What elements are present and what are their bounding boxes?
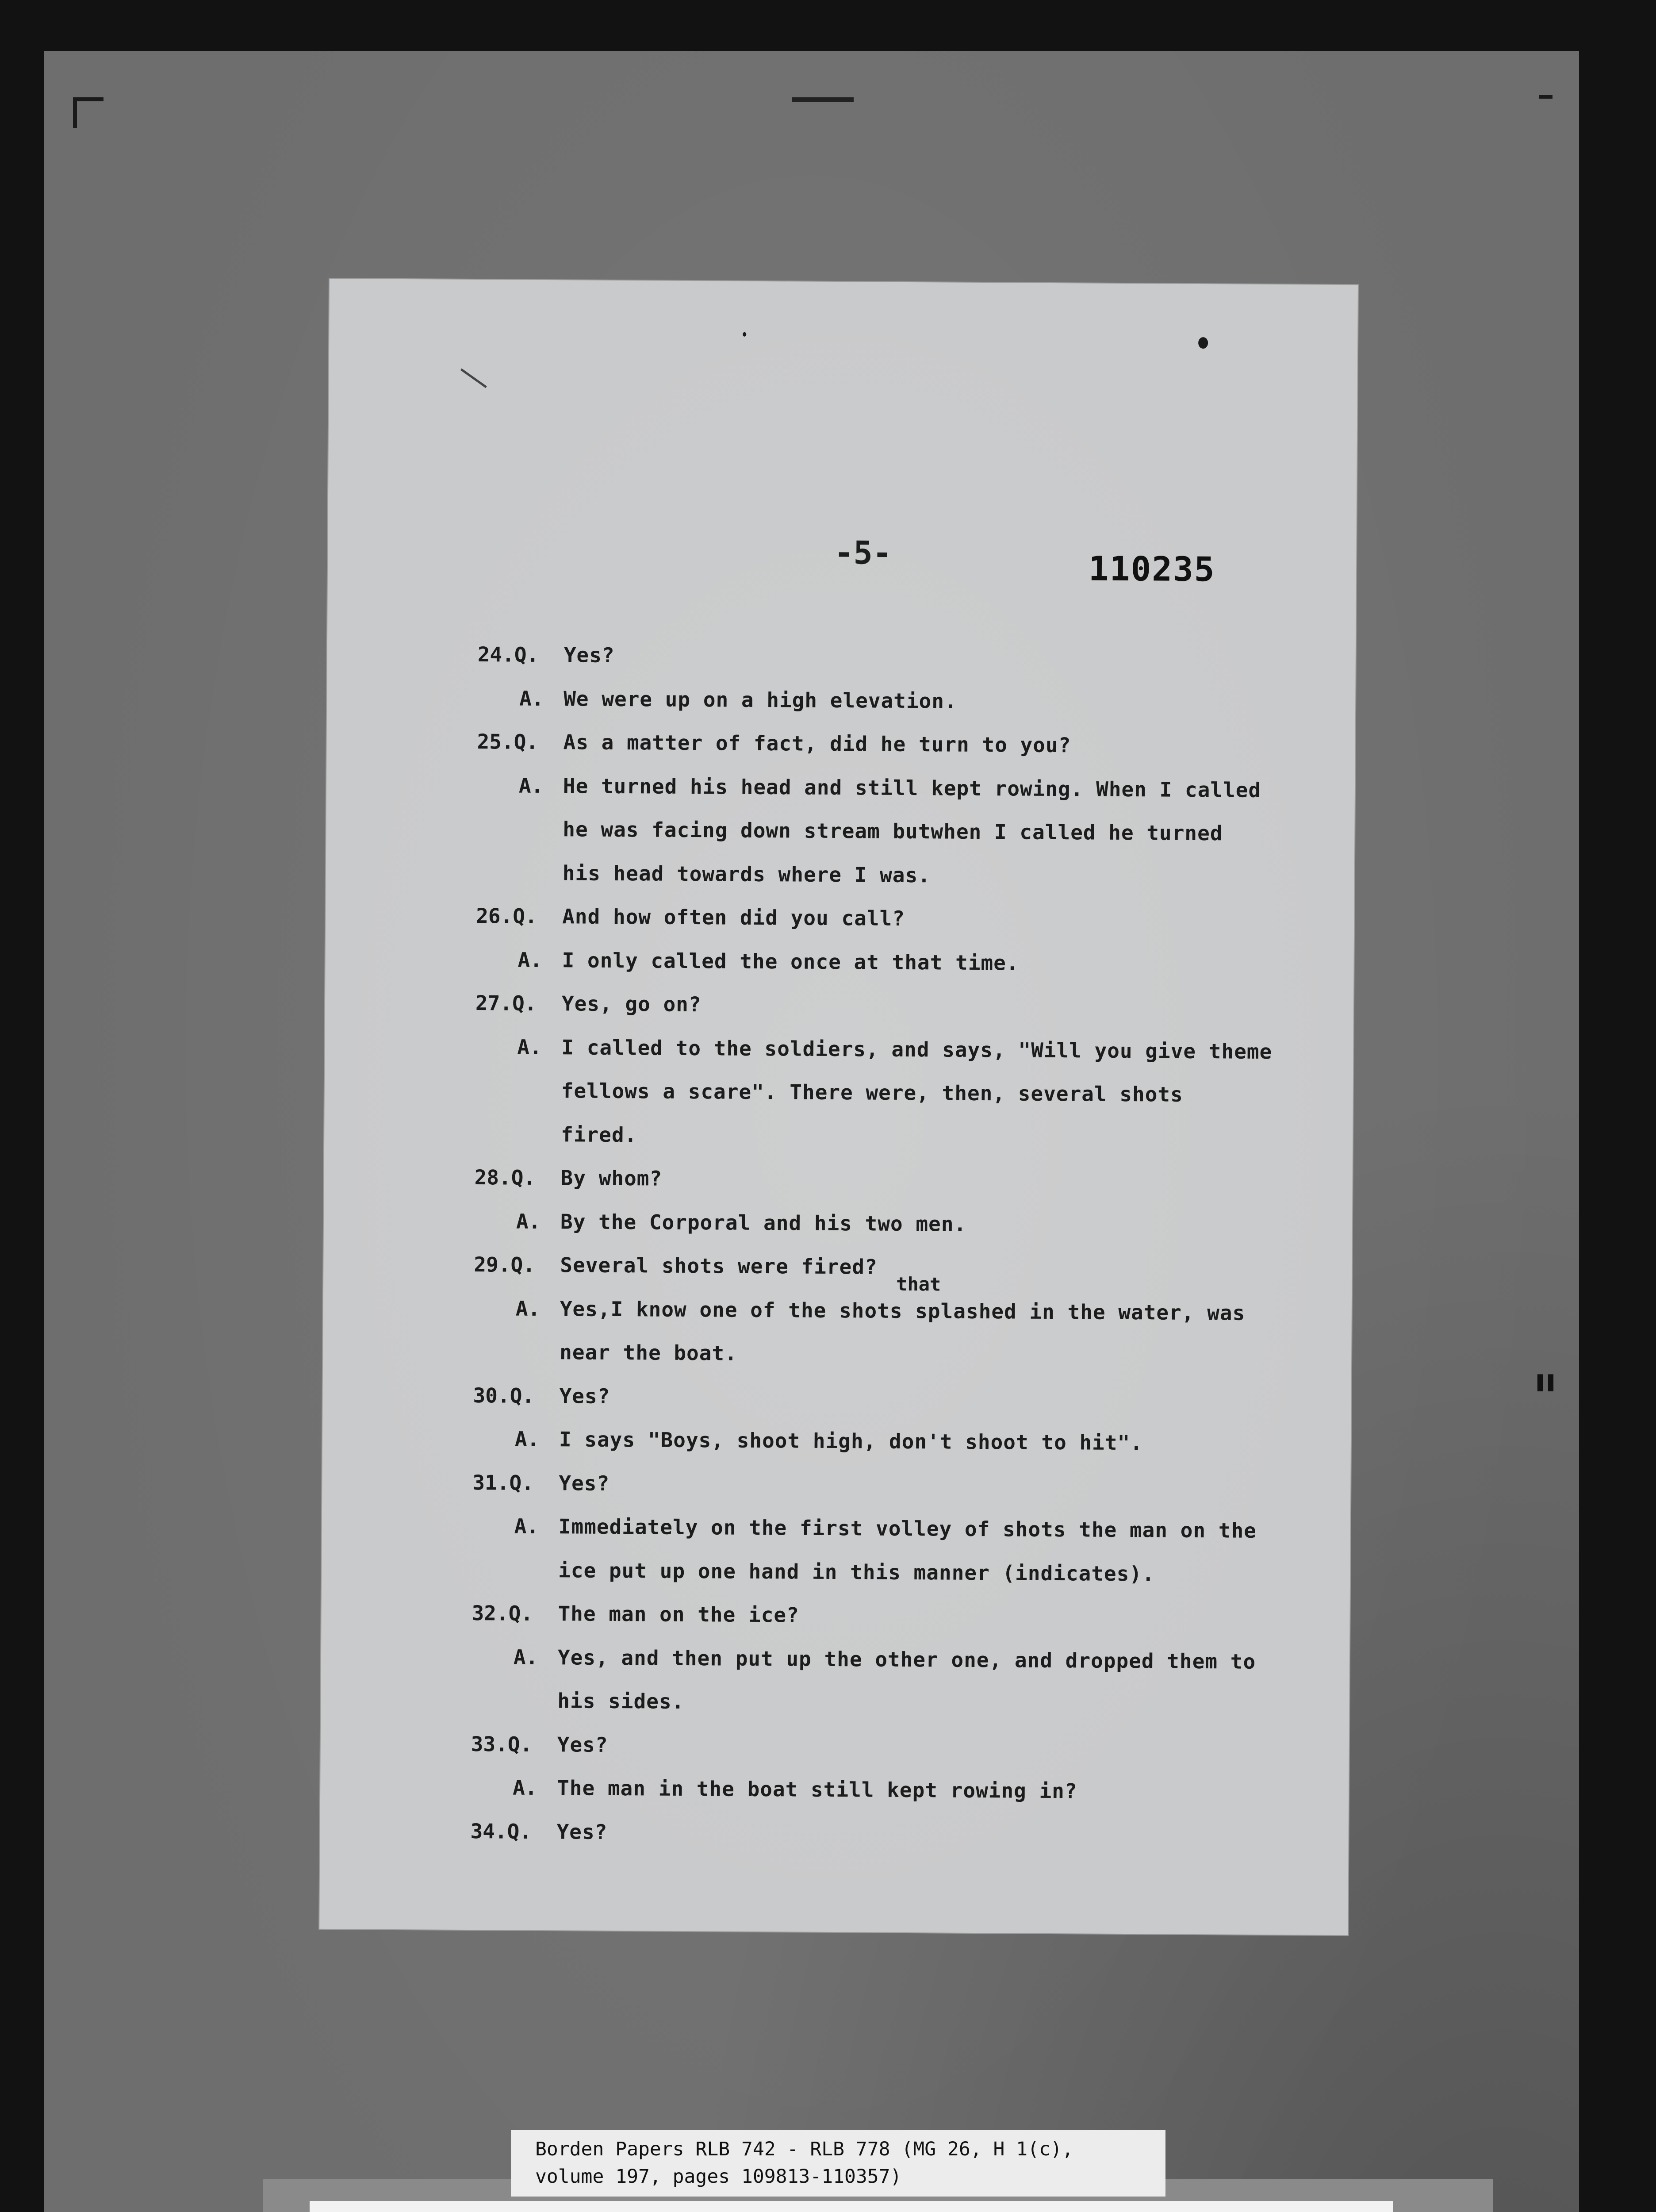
margin-mark: ıı — [1535, 1363, 1556, 1399]
document-sheet — [319, 279, 1358, 1935]
question-label: 25.Q. — [477, 730, 539, 754]
transcript-body — [319, 279, 1358, 1935]
transcript-text: And how often did you call? — [562, 904, 905, 930]
archive-label-card — [310, 2201, 1393, 2212]
answer-label: A. — [514, 1427, 540, 1451]
transcript-text: I only called the once at that time. — [562, 948, 1019, 975]
answer-label: A. — [518, 948, 543, 972]
transcript-text: By whom? — [560, 1166, 663, 1190]
transcript-text: By the Corporal and his two men. — [560, 1209, 967, 1236]
citation-slip — [511, 2130, 1165, 2197]
answer-label: A. — [515, 1296, 540, 1321]
transcript-text: As a matter of fact, did he turn to you? — [563, 730, 1071, 757]
reference-number: 110235 — [1088, 549, 1215, 589]
transcript-text: his sides. — [557, 1689, 685, 1713]
transcript-text: Yes? — [564, 643, 615, 667]
transcript-text: his head towards where I was. — [562, 860, 931, 887]
answer-label: A. — [519, 686, 544, 710]
corner-crop-mark — [73, 97, 104, 128]
right-frame-mark — [1539, 95, 1552, 99]
citation-line-1: Borden Papers RLB 742 - RLB 778 (MG 26, H 1(c), — [535, 2138, 1073, 2160]
transcript-text: Yes? — [557, 1732, 608, 1757]
citation-line-2: volume 197, pages 109813-110357) — [535, 2166, 902, 2188]
question-label: 27.Q. — [475, 991, 537, 1015]
transcript-text: near the boat. — [560, 1340, 738, 1365]
transcript-text: He turned his head and still kept rowing. When I called — [563, 773, 1261, 802]
answer-label: A. — [513, 1775, 537, 1800]
transcript-text: I called to the soldiers, and says, "Will you give theme — [561, 1035, 1273, 1064]
question-label: 32.Q. — [472, 1601, 533, 1625]
handwritten-insertion: that — [896, 1273, 941, 1295]
top-frame-mark — [792, 97, 854, 102]
transcript-text: Yes,I know one of the shots splashed in the water, was — [560, 1296, 1246, 1325]
transcript-text: Immediately on the first volley of shots the man on the — [558, 1514, 1257, 1543]
question-label: 28.Q. — [474, 1165, 536, 1190]
answer-label: A. — [513, 1645, 538, 1669]
question-label: 26.Q. — [476, 904, 537, 928]
transcript-text: I says "Boys, shoot high, don't shoot to hit". — [559, 1427, 1143, 1455]
answer-label: A. — [514, 1514, 539, 1538]
transcript-text: fired. — [561, 1122, 637, 1147]
transcript-text: Several shots were fired? — [560, 1253, 878, 1279]
transcript-text: Yes? — [559, 1471, 610, 1495]
question-label: 33.Q. — [471, 1732, 533, 1756]
answer-label: A. — [518, 773, 544, 798]
transcript-text: Yes, go on? — [561, 991, 702, 1017]
transcript-text: he was facing down stream butwhen I called he turned — [563, 817, 1223, 845]
question-label: 34.Q. — [470, 1819, 532, 1843]
answer-label: A. — [517, 1035, 542, 1059]
transcript-text: Yes, and then put up the other one, and dropped them to — [557, 1645, 1256, 1674]
page-number: -5- — [834, 534, 892, 572]
question-label: 24.Q. — [477, 642, 539, 667]
transcript-text: fellows a scare". There were, then, several shots — [561, 1079, 1183, 1106]
answer-label: A. — [516, 1209, 541, 1233]
question-label: 29.Q. — [474, 1252, 536, 1277]
transcript-text: ice put up one hand in this manner (indicates). — [558, 1558, 1155, 1586]
transcript-text: Yes? — [559, 1383, 610, 1408]
transcript-text: The man in the boat still kept rowing in? — [557, 1776, 1077, 1803]
transcript-text: We were up on a high elevation. — [564, 686, 957, 713]
transcript-text: Yes? — [556, 1819, 608, 1844]
transcript-text: The man on the ice? — [558, 1601, 799, 1627]
question-label: 31.Q. — [472, 1470, 534, 1495]
question-label: 30.Q. — [473, 1383, 535, 1408]
